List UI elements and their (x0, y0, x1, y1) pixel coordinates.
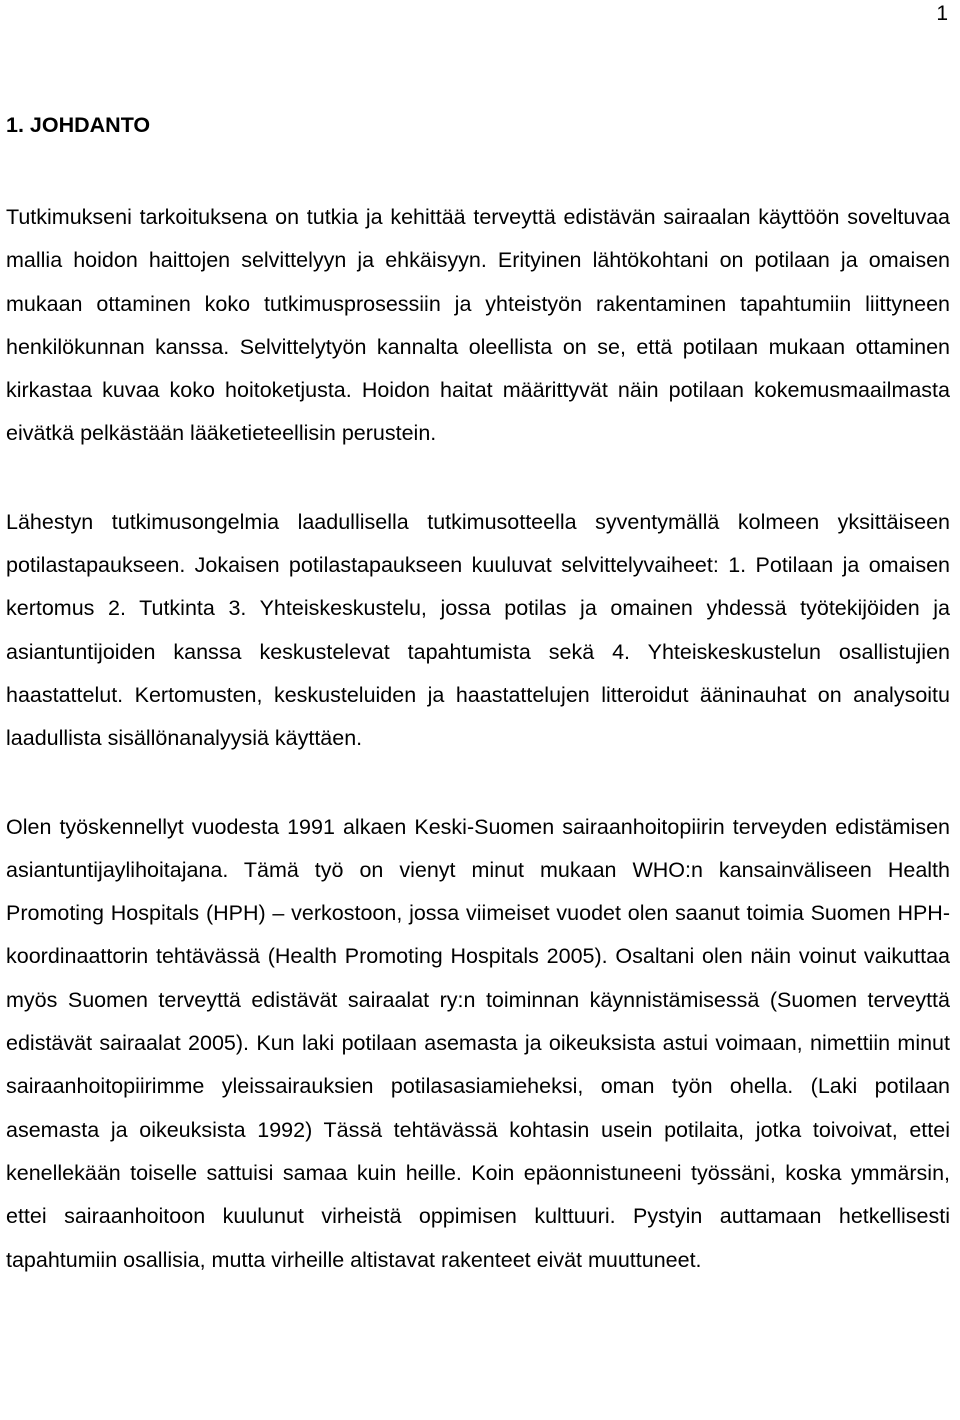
paragraph-1: Tutkimukseni tarkoituksena on tutkia ja kehittää terveyttä edistävän sairaalan käyttöön soveltuvaa mallia hoidon haittojen selvittelyyn ja ehkäisyyn. Erityinen lähtökohtani on potilaan ja omaisen mukaan ottaminen koko tutkimusprosessiin ja yhteistyön rakentaminen tapahtumiin liittyneen henkilökunnan kanssa. Selvittelytyön kannalta oleellista on se, että potilaan mukaan ottaminen kirkastaa kuvaa koko hoitoketjusta. Hoidon haitat määrittyvät näin potilaan kokemusmaailmasta eivätkä pelkästään lääketieteellisin perustein. (6, 205, 950, 446)
page-number: 1 (936, 2, 948, 25)
paragraph-2: Lähestyn tutkimusongelmia laadullisella tutkimusotteella syventymällä kolmeen yksittäiseen potilastapaukseen. Jokaisen potilastapaukseen kuuluvat selvittelyvaiheet: 1. Potilaan ja omaisen kertomus 2. Tutkinta 3. Yhteiskeskustelu, jossa potilas ja omainen yhdessä työtekijöiden ja asiantuntijoiden kanssa keskustelevat tapahtumista sekä 4. Yhteiskeskustelun osallistujien haastattelut. Kertomusten, keskusteluiden ja haastattelujen litteroidut ääninauhat on analysoitu laadullista sisällönanalyysiä käyttäen. (6, 509, 950, 751)
section-heading: 1. JOHDANTO (6, 113, 151, 137)
document-body (6, 104, 950, 1282)
paragraph-3: Olen työskennellyt vuodesta 1991 alkaen Keski-Suomen sairaanhoitopiirin terveyden edistämisen asiantuntijaylihoitajana. Tämä työ on vienyt minut mukaan WHO:n kansainväliseen Health Promoting Hospitals (HPH) – verkostoon, jossa viimeiset vuodet olen saanut toimia Suomen HPH-koordinaattorin tehtävässä (Health Promoting Hospitals 2005). Osaltani olen näin voinut vaikuttaa myös Suomen terveyttä edistävät sairaalat ry:n toiminnan käynnistämisessä (Suomen terveyttä edistävät sairaalat 2005). Kun laki potilaan asemasta ja oikeuksista astui voimaan, nimettiin minut sairaanhoitopiirimme yleissairauksien potilasasiamieheksi, oman työn ohella. (Laki potilaan asemasta ja oikeuksista 1992) Tässä tehtävässä kohtasin usein potilaita, jotka toivoivat, ettei kenellekään toiselle sattuisi samaa kuin heille. Koin epäonnistuneeni työssäni, koska ymmärsin, ettei sairaanhoitoon kuulunut virheistä oppimisen kulttuuri. Pystyin auttamaan hetkellisesti tapahtumiin osallisia, mutta virheille altistavat rakenteet eivät muuttuneet. (6, 814, 950, 1272)
